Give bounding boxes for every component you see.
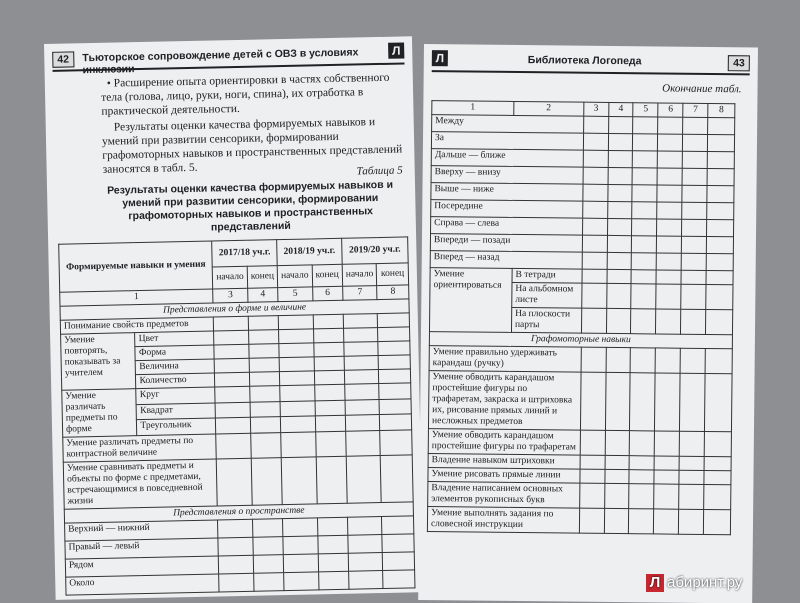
table-caption-end: Окончание табл. — [662, 82, 742, 96]
table-row-label: Умение правильно удерживать карандаш (ручку) — [429, 346, 581, 373]
publisher-logo-left: Л — [388, 42, 404, 58]
table-row-label: Дальше — ближе — [431, 149, 583, 168]
section-header: Представления о форме и величине — [60, 299, 409, 320]
table-row-label: Около — [66, 574, 220, 595]
col-number: 1 — [432, 101, 514, 116]
col-number: 4 — [248, 288, 279, 303]
section-header: Графомоторные навыки — [429, 332, 732, 349]
results-table — [58, 236, 415, 595]
table-row-label: На плоскости парты — [511, 307, 581, 333]
table-row-label: Треугольник — [137, 418, 216, 435]
table-row-label: Между — [432, 115, 584, 134]
col-header-start: начало — [342, 264, 377, 287]
table-row-label: Умение различать предметы по контрастной величине — [63, 434, 217, 462]
left-running-header — [52, 42, 404, 77]
col-number: 5 — [278, 287, 313, 302]
table-row-label: Верхний — нижний — [65, 520, 219, 541]
table-row-label: За — [431, 132, 583, 151]
intro-paragraph: Результаты оценки качества формируемых навыков и умений при развитии сенсорики, формировании графомоторных навыков и пространственных представлений заносятся в табл. 5. — [101, 116, 403, 176]
table-row-label: Количество — [136, 373, 215, 389]
table-row-label: Квадрат — [137, 403, 216, 420]
bullet-paragraph: • Расширение опыта ориентировки в частях собственного тела (голова, лицо, руки, ноги, спина), их отработка в практической деятельности. — [101, 71, 390, 118]
col-number: 5 — [633, 103, 658, 117]
table-title: Результаты оценки качества формируемых навыков и умений при развитии сенсорики, формировании графомоторных навыков и пространственных представлений — [107, 178, 394, 234]
table-row-label: Умение сравнивать предметы и объекты по форме с предметами, встречающимися в повседневной жизни — [63, 459, 217, 509]
group-label: Умение различать предметы по форме — [62, 389, 137, 438]
section-header: Представления о пространстве — [64, 502, 413, 523]
table-row-label: Справа — слева — [431, 217, 583, 236]
col-number: 3 — [213, 288, 248, 303]
watermark — [646, 574, 796, 596]
table-row-label: Умение рисовать прямые линии — [428, 468, 580, 484]
col-header-start: начало — [277, 265, 312, 288]
watermark-text: абиринт.ру — [667, 574, 743, 591]
table-row-label: В тетради — [512, 268, 582, 283]
table-row-label: Выше — ниже — [431, 183, 583, 202]
col-number: 2 — [514, 101, 584, 116]
table-row-label: Рядом — [65, 556, 219, 577]
table-row-label: Величина — [136, 359, 215, 375]
table-row-label: Умение обводить карандашом простейшие фигуры по трафаретам — [428, 429, 580, 456]
watermark-logo: Л — [646, 574, 664, 592]
col-header-end: конец — [247, 266, 278, 289]
left-page — [44, 36, 424, 600]
col-header-year: 2017/18 уч.г. — [212, 240, 277, 267]
table-row-label: Вверху — внизу — [431, 166, 583, 185]
publisher-logo-right: Л — [432, 50, 448, 66]
table-row-label: Круг — [136, 387, 215, 404]
table-row-label: Форма — [135, 345, 214, 361]
col-header-year: 2018/19 уч.г. — [277, 238, 342, 265]
col-number: 6 — [312, 286, 343, 301]
table-row-label: Умение выполнять задания по словесной инструкции — [427, 507, 579, 534]
table-row-label: Вперед — назад — [430, 251, 582, 270]
col-header-end: конец — [377, 263, 409, 286]
group-label: Умение ориентироваться — [429, 268, 512, 333]
table-row-label: Правый — левый — [65, 538, 219, 559]
right-running-header — [432, 50, 750, 75]
group-label: Умение повторять, показывать за учителем — [61, 333, 137, 391]
col-number: 1 — [60, 289, 214, 306]
right-page — [418, 44, 758, 603]
running-title-left: Тьюторское сопровождение детей с ОВЗ в условиях инклюзии — [82, 46, 359, 77]
col-number: 7 — [343, 286, 378, 301]
table-row-label: Владение написанием основных элементов рукописных букв — [428, 482, 580, 509]
col-header-skills: Формируемые навыки и умения — [59, 241, 213, 292]
col-number: 4 — [608, 102, 633, 116]
table-row-label: Умение обводить карандашом простейшие фигуры по трафаретам, закраска и штриховка их, рисование прямых линий и несложных предметов — [428, 371, 580, 431]
col-number: 7 — [683, 103, 708, 117]
col-number: 8 — [377, 285, 409, 300]
col-number: 3 — [583, 102, 608, 116]
page-number-right: 43 — [728, 55, 750, 71]
col-header-start: начало — [213, 266, 248, 289]
results-table-continued — [427, 100, 736, 535]
table-row-label: Посередине — [431, 200, 583, 219]
col-number: 6 — [658, 103, 683, 117]
table-row-label: На альбомном листе — [512, 282, 582, 308]
table-row-label: Понимание свойств предметов — [60, 317, 214, 334]
col-header-year: 2019/20 уч.г. — [342, 237, 409, 264]
running-title-right: Библиотека Логопеда — [527, 54, 642, 68]
col-header-end: конец — [312, 264, 343, 287]
page-number-left: 42 — [52, 51, 74, 67]
table-row-label: Владение навыком штриховки — [428, 454, 580, 470]
col-number: 8 — [708, 103, 735, 117]
table-caption: Таблица 5 — [356, 164, 403, 178]
table-row-label: Цвет — [135, 331, 214, 347]
table-row-label: Впереди — позади — [430, 234, 582, 253]
